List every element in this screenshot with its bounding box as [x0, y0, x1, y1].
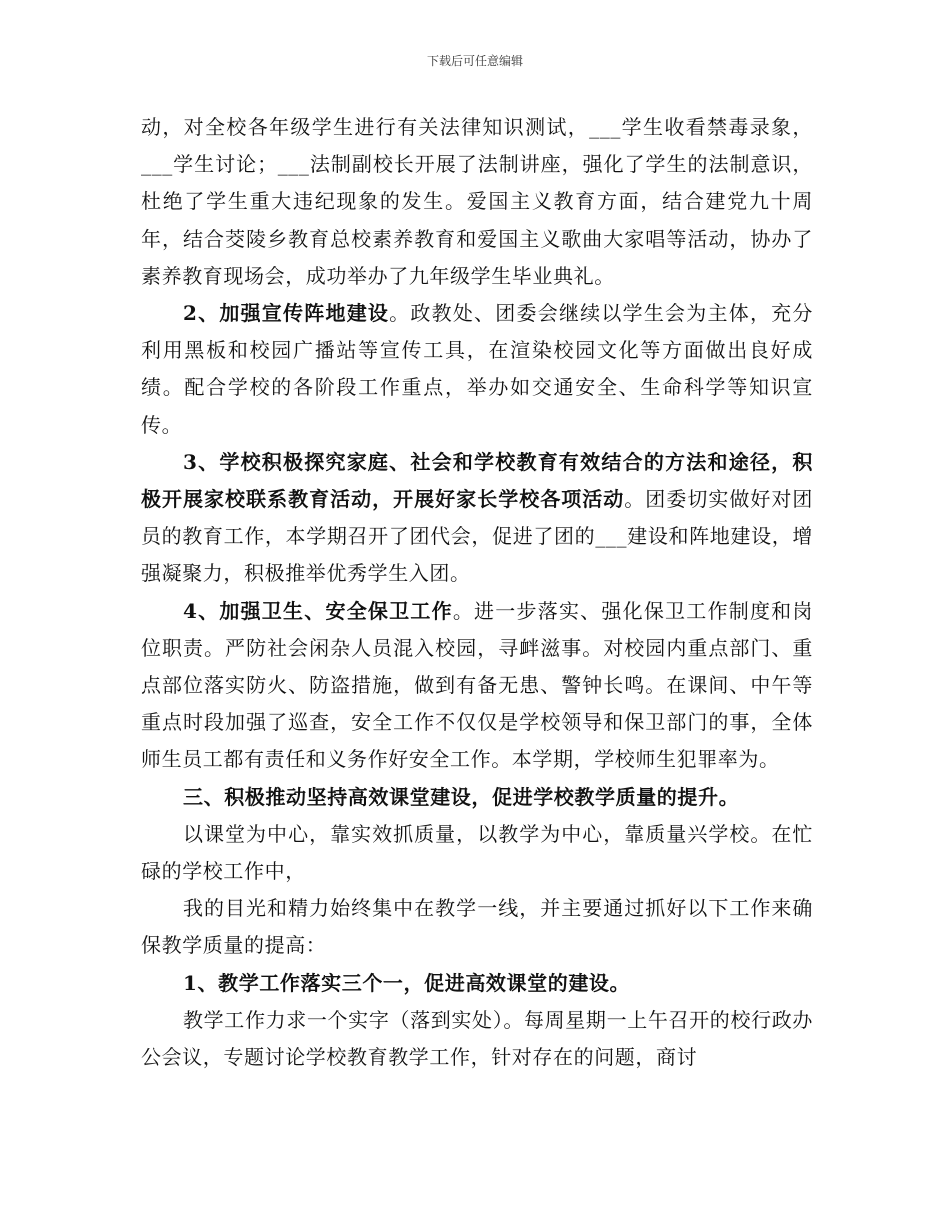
paragraph-text: 以课堂为中心，靠实效抓质量，以教学为中心，靠质量兴学校。在忙碌的学校工作中，: [141, 821, 813, 884]
paragraph-text: 。团委切实做好对团员的教育工作，本学期召开了团代会，促进了团的___建设和阵地建设，增强凝聚力，积极推举优秀学生入团。: [141, 487, 813, 586]
paragraph-continuation: [141, 109, 813, 295]
section-heading: 三、积极推动坚持高效课堂建设，促进学校教学质量的提升。: [183, 784, 740, 809]
paragraph-teaching-work: [141, 1002, 813, 1076]
paragraph-propaganda: [141, 295, 813, 444]
paragraph-text: 我的目光和精力始终集中在教学一线，并主要通过抓好以下工作来确保教学质量的提高：: [141, 896, 813, 958]
paragraph-heading: 2、加强宣传阵地建设: [183, 301, 390, 326]
paragraph-classroom-center: [141, 816, 813, 890]
paragraph-safety: [141, 593, 813, 779]
paragraph-family-education: [141, 444, 813, 593]
paragraph-focus: [141, 890, 813, 964]
section-heading-three: [141, 779, 813, 816]
paragraph-text: 教学工作力求一个实字（落到实处）。每周星期一上午召开的校行政办公会议，专题讨论学校教育教学工作，针对存在的问题，商讨: [141, 1007, 813, 1070]
document-body: [141, 109, 813, 1076]
paragraph-text: 动，对全校各年级学生进行有关法律知识测试，___学生收看禁毒录象，___学生讨论；___法制副校长开展了法制讲座，强化了学生的法制意识，杜绝了学生重大违纪现象的发生。爱国主义教育方面，结合建党九十周年，结合茭陵乡教育总校素养教育和爱国主义歌曲大家唱等活动，协办了素养教育现场会，成功举办了九年级学生毕业典礼。: [141, 115, 813, 288]
paragraph-text: 。进一步落实、强化保卫工作制度和岗位职责。严防社会闲杂人员混入校园，寻衅滋事。对校园内重点部门、重点部位落实防火、防盗措施，做到有备无患、警钟长鸣。在课间、中午等重点时段加强了巡查，安全工作不仅仅是学校领导和保卫部门的事，全体师生员工都有责任和义务作好安全工作。本学期，学校师生犯罪率为。: [141, 598, 814, 772]
page-header: 下载后可任意编辑: [426, 54, 523, 68]
subheading-teaching: [141, 965, 813, 1002]
paragraph-heading: 1、教学工作落实三个一，促进高效课堂的建设。: [183, 970, 631, 995]
paragraph-text: 。政教处、团委会继续以学生会为主体，充分利用黑板和校园广播站等宣传工具，在渲染校园文化等方面做出良好成绩。配合学校的各阶段工作重点，举办如交通安全、生命科学等知识宣传。: [141, 301, 814, 437]
paragraph-heading: 4、加强卫生、安全保卫工作: [183, 598, 453, 623]
paragraph-heading: 3、学校积极探究家庭、社会和学校教育有效结合的方法和途径，积极开展家校联系教育活动，开展好家长学校各项活动: [141, 449, 813, 512]
